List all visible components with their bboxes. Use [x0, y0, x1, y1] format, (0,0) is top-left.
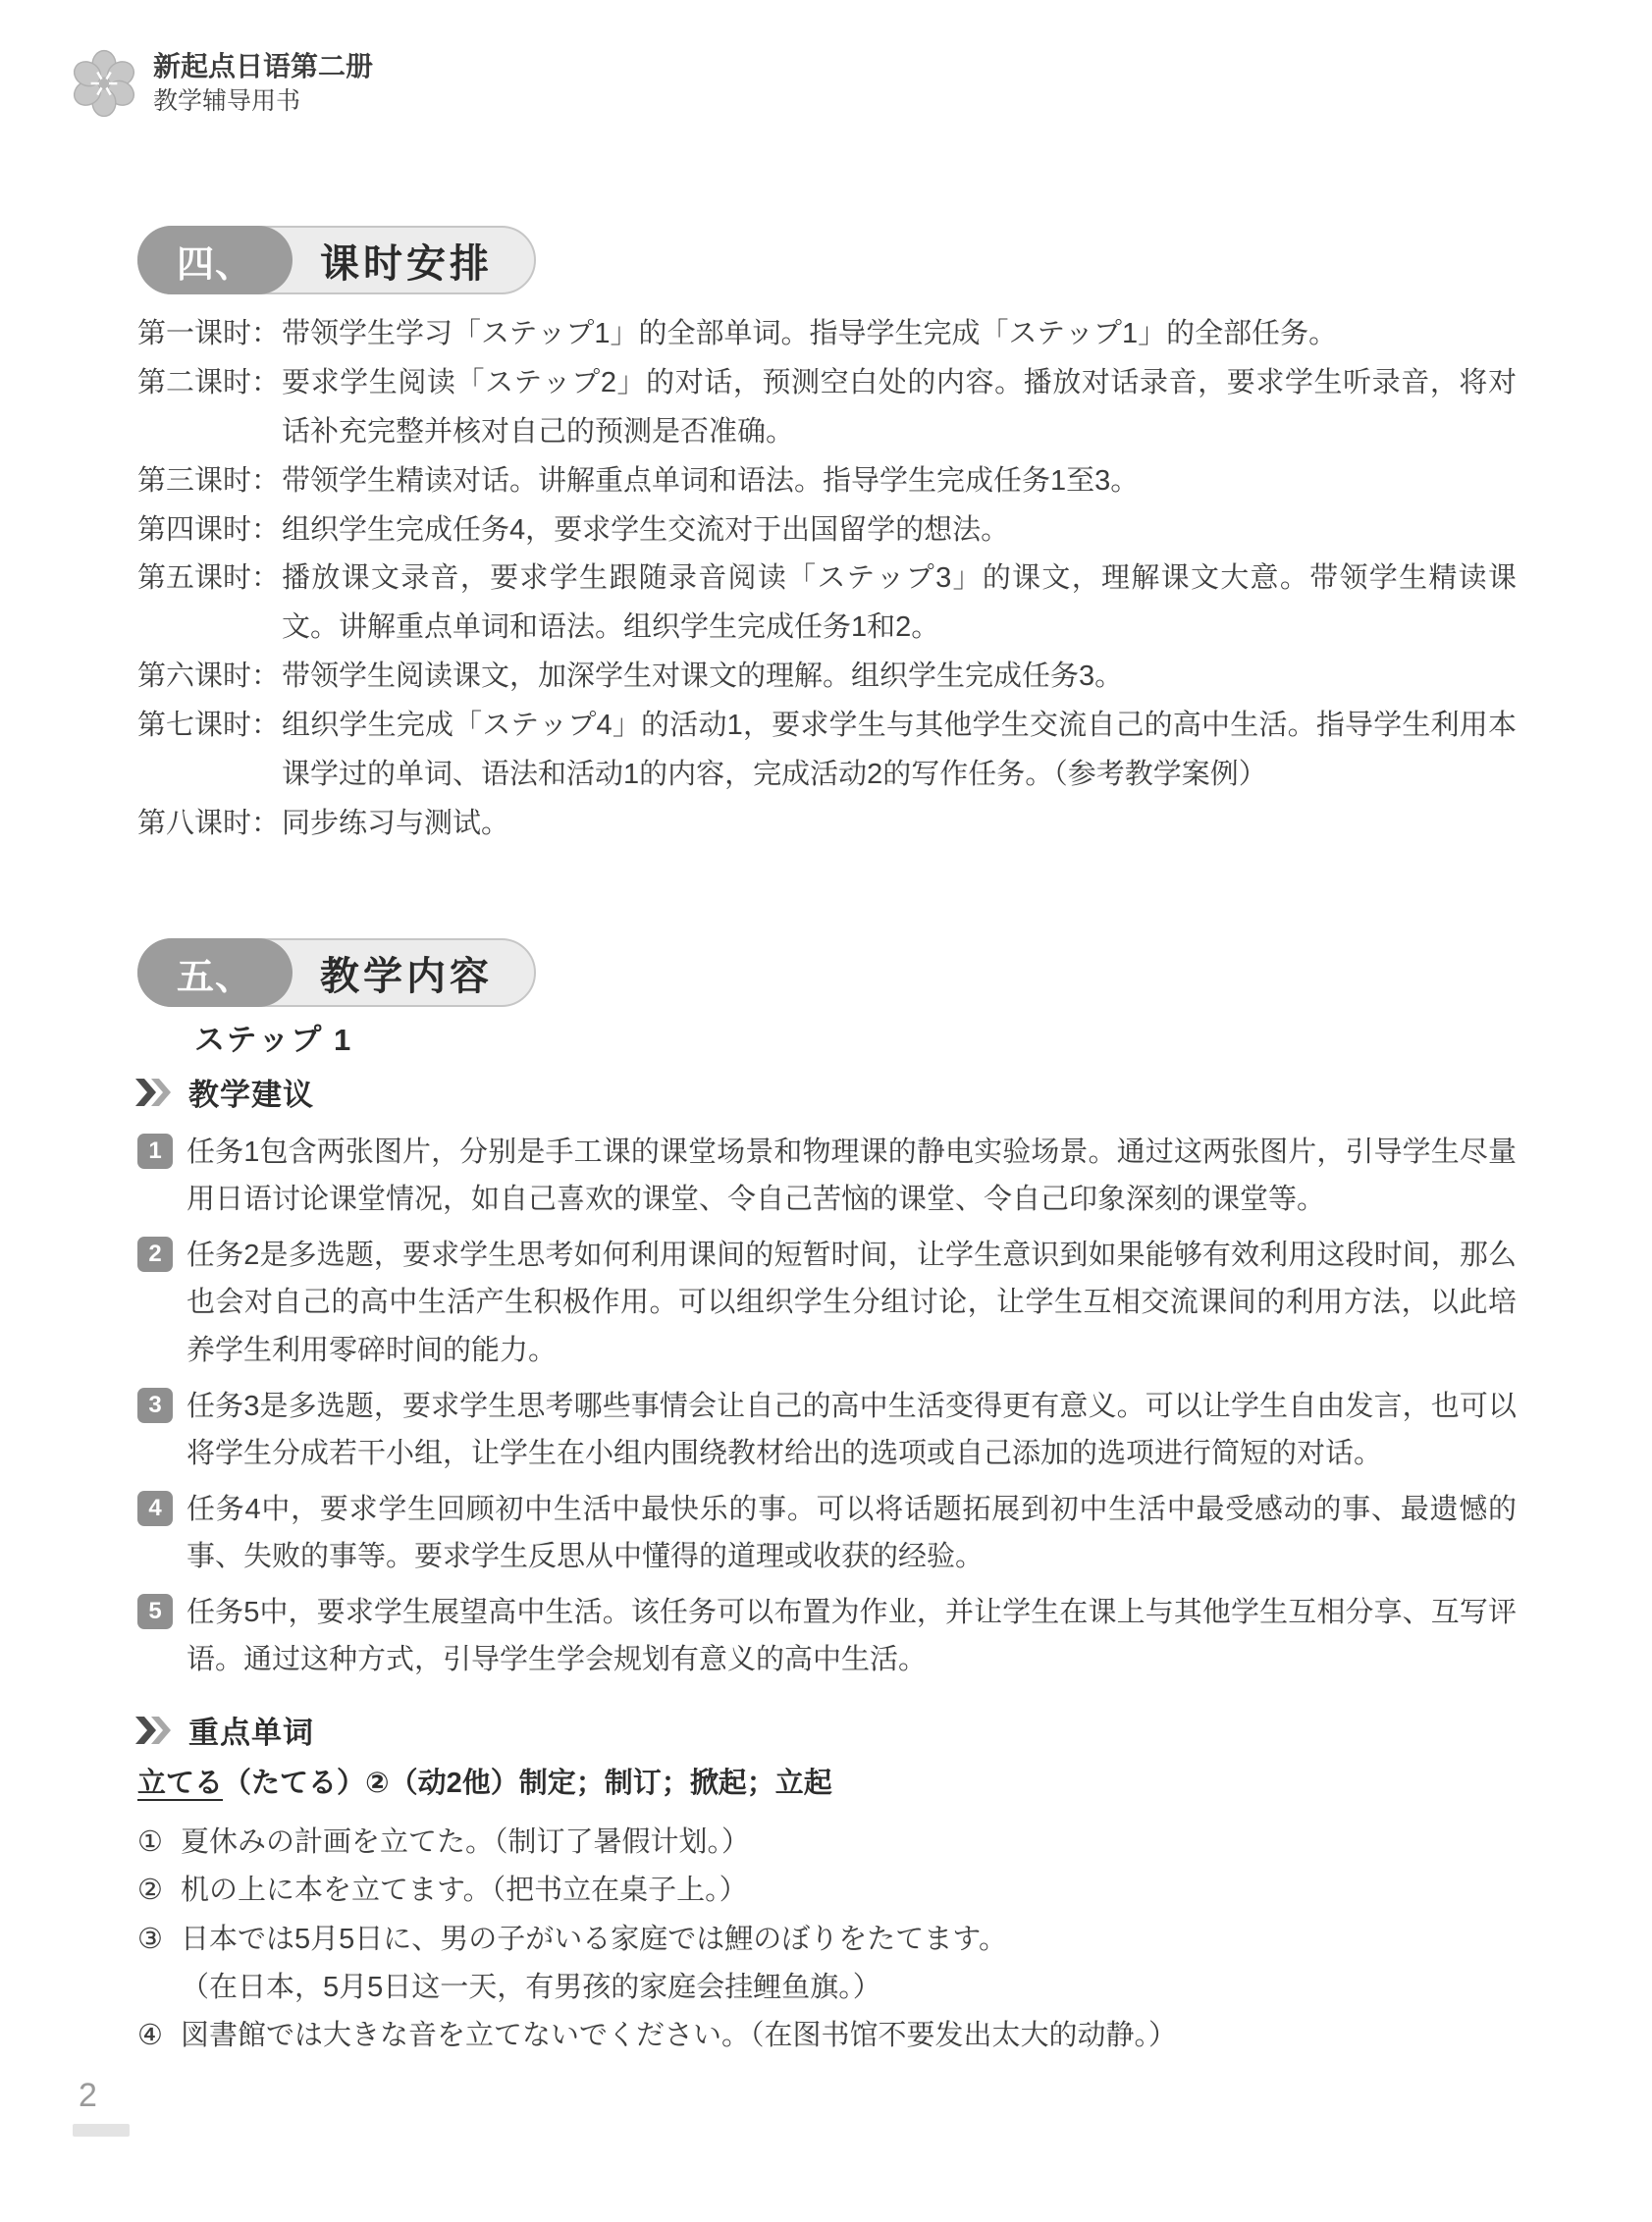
example-number: ④ — [137, 2020, 163, 2052]
section-title: 课时安排 — [320, 241, 493, 286]
schedule-row — [137, 800, 1517, 849]
suggestion-text: 任务2是多选题，要求学生思考如何利用课间的短暂时间，让学生意识到如果能够有效利用这段时间，那么也会对自己的高中生活产生积极作用。可以组织学生分组讨论，让学生互相交流课间的利用方法，以此培养学生利用零碎时间的能力。 — [187, 1240, 1517, 1366]
schedule-row — [137, 359, 1517, 457]
schedule-list — [137, 310, 1517, 849]
double-chevron-icon — [133, 1077, 173, 1108]
schedule-row — [137, 310, 1517, 359]
schedule-row — [137, 653, 1517, 702]
book-title: 新起点日语第二册 — [153, 51, 374, 81]
example-text: 図書館では大きな音を立てないでください。（在图书馆不要发出太大的动静。） — [181, 2020, 1178, 2052]
example-number — [137, 1964, 181, 2012]
section-number: 四、 — [137, 226, 293, 294]
teaching-suggestions-header — [133, 1070, 314, 1114]
section-badge-schedule — [137, 226, 536, 294]
section-badge-teaching-content — [137, 938, 536, 1007]
vocab-meaning: （动2他）制定；制订；掀起；立起 — [389, 1768, 832, 1799]
step-title: ステップ 1 — [194, 1023, 353, 1057]
suggestion-item — [137, 1232, 1517, 1373]
schedule-text: 带领学生阅读课文，加深学生对课文的理解。组织学生完成任务3。 — [282, 661, 1124, 693]
brand-header — [69, 47, 373, 119]
suggestion-item — [137, 1129, 1517, 1223]
suggestion-text: 任务1包含两张图片，分别是手工课的课堂场景和物理课的静电实验场景。通过这两张图片，引导学生尽量用日语讨论课堂情况，如自己喜欢的课堂、令自己苦恼的课堂、令自己印象深刻的课堂等。 — [187, 1137, 1517, 1216]
plum-blossom-logo-icon — [69, 47, 139, 118]
example-number: ③ — [137, 1923, 163, 1955]
suggestion-text: 任务4中，要求学生回顾初中生活中最快乐的事。可以将话题拓展到初中生活中最受感动的事、最遗憾的事、失败的事等。要求学生反思从中懂得的道理或收获的经验。 — [187, 1493, 1517, 1572]
vocab-example — [137, 1916, 1517, 1964]
schedule-row — [137, 506, 1517, 556]
schedule-label: 第六课时： — [137, 661, 281, 693]
example-text: 机の上に本を立てます。（把书立在桌子上。） — [181, 1875, 748, 1907]
example-number: ② — [137, 1875, 163, 1907]
vocabulary-block — [137, 1761, 1517, 2060]
schedule-label: 第五课时： — [137, 562, 281, 595]
brand-text — [153, 47, 373, 119]
suggestion-number-badge: 1 — [137, 1134, 173, 1169]
schedule-label: 第七课时： — [137, 710, 281, 741]
page-number: 2 — [79, 2077, 97, 2114]
schedule-label: 第八课时： — [137, 807, 281, 839]
schedule-text: 播放课文录音，要求学生跟随录音阅读「ステップ3」的课文，理解课文大意。带领学生精读课文。讲解重点单词和语法。组织学生完成任务1和2。 — [282, 562, 1517, 644]
vocab-example-continuation — [137, 1964, 1517, 2012]
schedule-label: 第二课时： — [137, 366, 281, 398]
schedule-text: 组织学生完成「ステップ4」的活动1，要求学生与其他学生交流自己的高中生活。指导学生利用本课学过的单词、语法和活动1的内容，完成活动2的写作任务。（参考教学案例） — [282, 710, 1517, 790]
vocab-reading: （たてる）② — [223, 1768, 390, 1799]
schedule-label: 第一课时： — [137, 318, 281, 349]
schedule-row — [137, 702, 1517, 800]
suggestion-number-badge: 3 — [137, 1388, 173, 1423]
example-text: （在日本，5月5日这一天，有男孩的家庭会挂鲤鱼旗。） — [181, 1971, 881, 2003]
example-number: ① — [137, 1826, 163, 1858]
suggestion-text: 任务5中，要求学生展望高中生活。该任务可以布置为作业，并让学生在课上与其他学生互相分享、互写评语。通过这种方式，引导学生学会规划有意义的高中生活。 — [187, 1597, 1517, 1676]
suggestion-text: 任务3是多选题，要求学生思考哪些事情会让自己的高中生活变得更有意义。可以让学生自由发言，也可以将学生分成若干小组，让学生在小组内围绕教材给出的选项或自己添加的选项进行简短的对话。 — [187, 1390, 1517, 1469]
teaching-suggestions-title: 教学建议 — [188, 1078, 314, 1112]
suggestion-number-badge: 2 — [137, 1237, 173, 1272]
schedule-row — [137, 457, 1517, 506]
schedule-text: 要求学生阅读「ステップ2」的对话，预测空白处的内容。播放对话录音，要求学生听录音，将对话补充完整并核对自己的预测是否准确。 — [282, 366, 1517, 448]
example-text: 夏休みの計画を立てた。（制订了暑假计划。） — [181, 1826, 751, 1858]
schedule-row — [137, 555, 1517, 653]
schedule-label: 第三课时： — [137, 464, 281, 497]
suggestion-item — [137, 1486, 1517, 1580]
section-number: 五、 — [137, 938, 293, 1007]
schedule-text: 组织学生完成任务4，要求学生交流对于出国留学的想法。 — [282, 513, 1010, 546]
double-chevron-icon — [133, 1715, 173, 1746]
page-number-underline — [73, 2124, 130, 2137]
vocab-example — [137, 2012, 1517, 2060]
vocab-example — [137, 1867, 1517, 1915]
vocab-headline — [137, 1761, 1517, 1801]
suggestion-item — [137, 1589, 1517, 1683]
vocab-example — [137, 1819, 1517, 1867]
vocab-headword: 立てる — [137, 1768, 224, 1799]
example-text: 日本では5月5日に、男の子がいる家庭では鯉のぼりをたてます。 — [181, 1923, 1007, 1955]
suggestions-list — [137, 1129, 1517, 1692]
book-subtitle: 教学辅导用书 — [153, 87, 301, 116]
schedule-text: 带领学生学习「ステップ1」的全部单词。指导学生完成「ステップ1」的全部任务。 — [282, 318, 1338, 349]
suggestion-number-badge: 4 — [137, 1491, 173, 1526]
schedule-label: 第四课时： — [137, 513, 281, 546]
schedule-text: 带领学生精读对话。讲解重点单词和语法。指导学生完成任务1至3。 — [282, 464, 1140, 497]
schedule-text: 同步练习与测试。 — [282, 807, 510, 839]
suggestion-item — [137, 1383, 1517, 1477]
suggestion-number-badge: 5 — [137, 1594, 173, 1629]
section-title: 教学内容 — [320, 954, 493, 998]
key-words-title: 重点单词 — [188, 1716, 314, 1750]
key-words-header — [133, 1708, 314, 1752]
